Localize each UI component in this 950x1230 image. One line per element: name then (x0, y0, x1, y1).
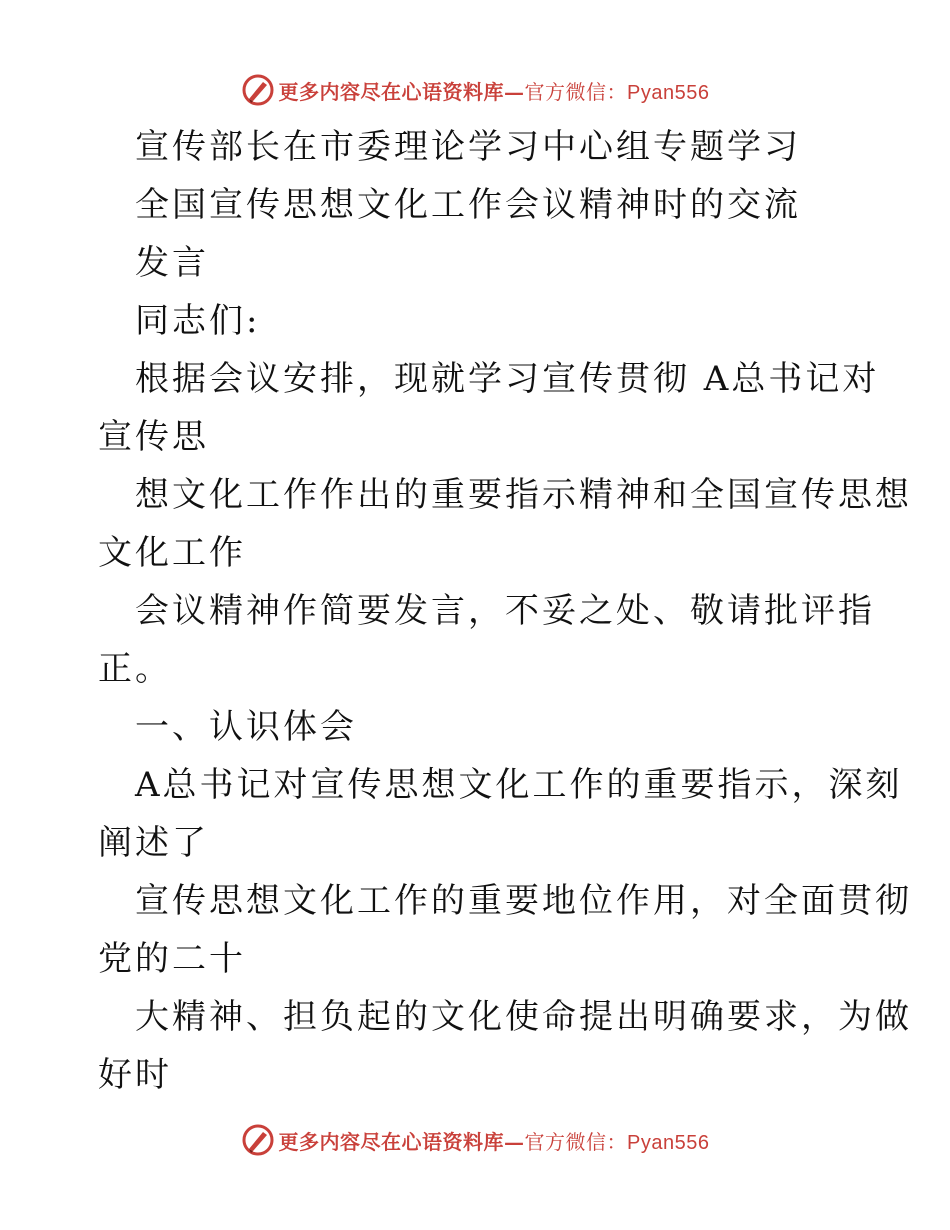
watermark-text: 更多内容尽在心语资料库—官方微信：Pyan556 (278, 1129, 710, 1154)
body-line: 好时 (98, 1055, 172, 1095)
body-line: 想文化工作作出的重要指示精神和全国宣传思想 (135, 475, 912, 515)
title-line-3: 发言 (135, 243, 209, 283)
body-line: 根据会议安排，现就学习宣传贯彻 A总书记对 (135, 359, 880, 399)
body-line: 宣传思想文化工作的重要地位作用，对全面贯彻 (135, 881, 912, 921)
footer-watermark (0, 1120, 950, 1160)
pen-logo-icon (241, 73, 275, 107)
title-line-2: 全国宣传思想文化工作会议精神时的交流 (135, 185, 801, 225)
header-watermark (0, 70, 950, 110)
body-line: 会议精神作简要发言，不妥之处、敬请批评指 (135, 591, 875, 631)
body-line: 正。 (98, 649, 172, 689)
body-line: A总书记对宣传思想文化工作的重要指示，深刻 (135, 765, 903, 805)
body-line: 大精神、担负起的文化使命提出明确要求，为做 (135, 997, 912, 1037)
section-heading: 一、认识体会 (135, 707, 357, 747)
body-line: 宣传思 (98, 417, 209, 457)
title-line-1: 宣传部长在市委理论学习中心组专题学习 (135, 127, 801, 167)
body-line: 文化工作 (98, 533, 246, 573)
body-line: 阐述了 (98, 823, 209, 863)
salutation: 同志们: (135, 301, 261, 341)
pen-logo-icon (241, 1123, 275, 1157)
body-line: 党的二十 (98, 939, 246, 979)
watermark-text: 更多内容尽在心语资料库—官方微信：Pyan556 (278, 79, 710, 104)
